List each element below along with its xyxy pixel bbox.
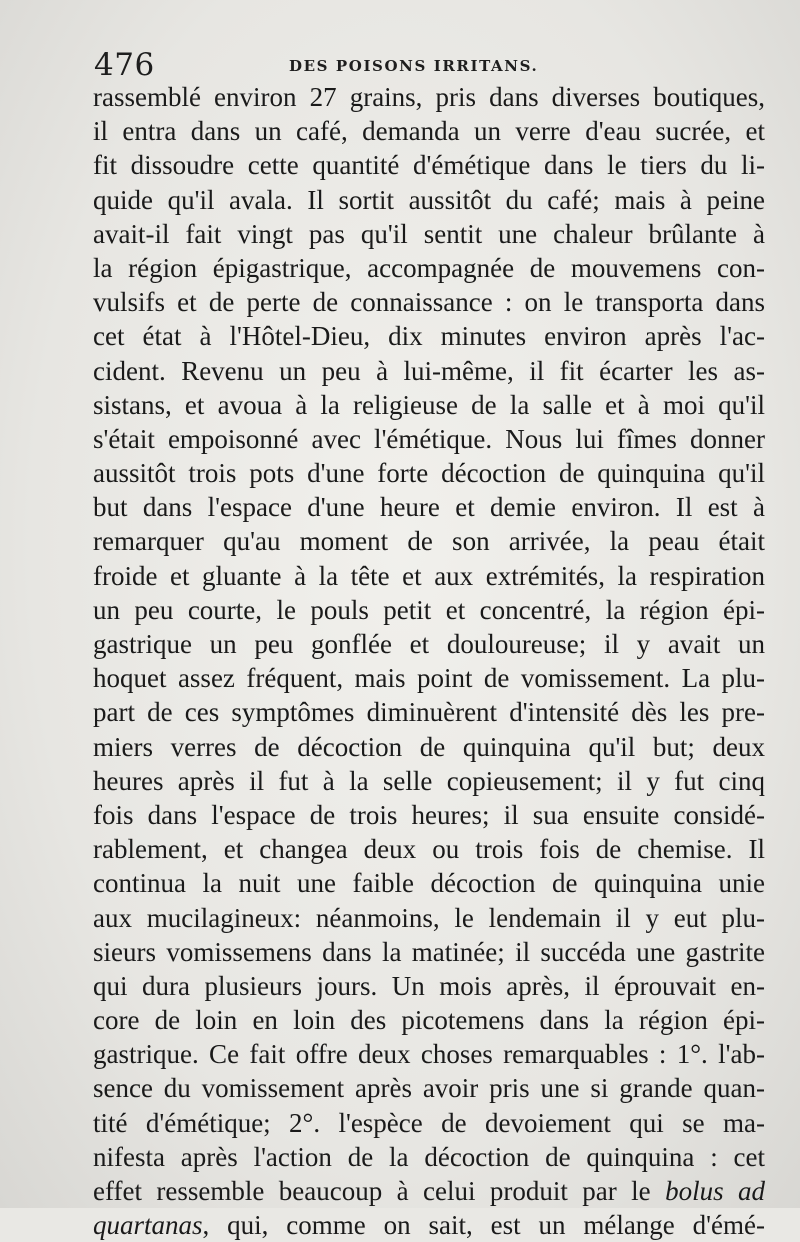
text-segment: , qui, comme on sait, est un mélange d'émé-	[202, 1210, 765, 1241]
text-segment: effet ressemble beaucoup à celui produit par le	[93, 1176, 666, 1206]
text-line: hoquet assez fréquent, mais point de vomissement. La plu-	[93, 663, 765, 694]
text-line: la région épigastrique, accompagnée de mouvemens con-	[93, 252, 765, 283]
text-line: remarquer qu'au moment de son arrivée, la peau était	[93, 526, 765, 557]
text-line: but dans l'espace d'une heure et demie environ. Il est à	[93, 492, 765, 523]
text-line: miers verres de décoction de quinquina qu'il but; deux	[93, 731, 765, 762]
text-line: un peu courte, le pouls petit et concentré, la région épi-	[93, 594, 765, 625]
italic-segment: quartanas	[93, 1210, 203, 1241]
page-number: 476	[94, 47, 155, 83]
text-line: fois dans l'espace de trois heures; il sua ensuite considé-	[93, 799, 765, 830]
italic-segment: bolus ad	[665, 1176, 765, 1206]
text-line: gastrique un peu gonflée et douloureuse; il y avait un	[93, 629, 765, 659]
running-title: DES POISONS IRRITANS.	[289, 57, 539, 75]
text-line: avait-il fait vingt pas qu'il sentit une chaleur brûlante à	[93, 218, 765, 249]
text-line: qui dura plusieurs jours. Un mois après, il éprouvait en-	[93, 970, 765, 1001]
text-line: part de ces symptômes diminuèrent d'intensité dès les pre-	[93, 697, 765, 728]
text-line: sistans, et avoua à la religieuse de la salle et à moi qu'il	[93, 389, 765, 420]
text-line: heures après il fut à la selle copieusement; il y fut cinq	[93, 765, 765, 796]
text-line: fit dissoudre cette quantité d'émétique dans le tiers du li-	[93, 150, 765, 181]
text-line: sence du vomissement après avoir pris une si grande quan-	[93, 1073, 765, 1104]
text-line: continua la nuit une faible décoction de quinquina unie	[93, 868, 765, 899]
body-text	[93, 80, 765, 1242]
text-line: sieurs vomissemens dans la matinée; il succéda une gastrite	[93, 936, 765, 967]
text-line: quide qu'il avala. Il sortit aussitôt du café; mais à peine	[93, 184, 765, 215]
text-line: aussitôt trois pots d'une forte décoction de quinquina qu'il	[93, 458, 765, 489]
text-line: rassemblé environ 27 grains, pris dans diverses boutiques,	[93, 82, 765, 112]
text-line: vulsifs et de perte de connaissance : on le transporta dans	[93, 287, 765, 318]
text-line: rablement, et changea deux ou trois fois de chemise. Il	[93, 834, 765, 865]
text-line	[93, 1174, 765, 1208]
text-line: froide et gluante à la tête et aux extrémités, la respiration	[93, 560, 765, 591]
text-line: il entra dans un café, demanda un verre d'eau sucrée, et	[93, 116, 765, 147]
text-line: core de loin en loin des picotemens dans la région épi-	[93, 1005, 765, 1036]
text-line: cident. Revenu un peu à lui-même, il fit écarter les as-	[93, 355, 765, 386]
text-line: aux mucilagineux: néanmoins, le lendemain il y eut plu-	[93, 902, 765, 933]
text-line: tité d'émétique; 2°. l'espèce de devoiement qui se ma-	[93, 1107, 765, 1138]
text-line	[93, 1208, 765, 1242]
text-line: nifesta après l'action de la décoction de quinquina : cet	[93, 1141, 765, 1172]
text-line: cet état à l'Hôtel-Dieu, dix minutes environ après l'ac-	[93, 321, 765, 352]
text-line: gastrique. Ce fait offre deux choses remarquables : 1°. l'ab-	[93, 1039, 765, 1070]
text-line: s'était empoisonné avec l'émétique. Nous lui fîmes donner	[93, 423, 765, 454]
